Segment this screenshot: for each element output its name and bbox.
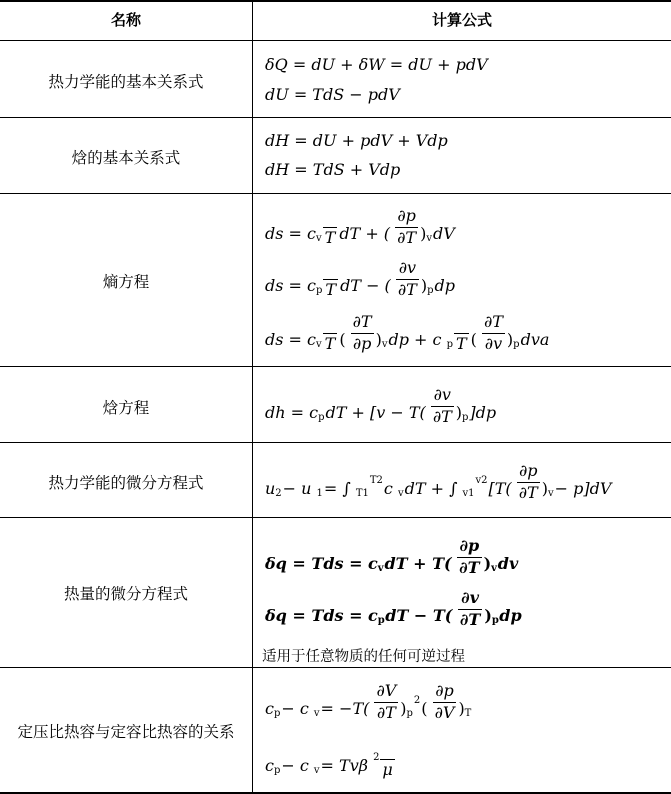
formula-text: = ∫ bbox=[323, 479, 351, 498]
formula-text: ds = c bbox=[265, 224, 316, 243]
fraction bbox=[454, 312, 469, 356]
fraction bbox=[458, 588, 482, 632]
formula-text: − c bbox=[281, 699, 309, 718]
fraction bbox=[457, 536, 481, 580]
subscript: p bbox=[273, 765, 281, 776]
formula-text: ) bbox=[400, 699, 407, 718]
formula-text: ( bbox=[470, 330, 477, 349]
row-divider bbox=[0, 193, 671, 194]
fraction-denominator: T bbox=[324, 228, 336, 247]
formula-text: δQ = dU + δW = dU + pdV bbox=[265, 55, 488, 74]
formula-text: dv bbox=[497, 554, 519, 573]
subscript: p bbox=[462, 412, 469, 423]
row-name: 热力学能的微分方程式 bbox=[48, 474, 204, 492]
formula-text: δq = Tds = c bbox=[265, 554, 378, 573]
row-name: 焓的基本关系式 bbox=[71, 149, 181, 167]
fraction-denominator: ∂T bbox=[518, 483, 538, 502]
fraction-denominator: ∂T bbox=[376, 703, 396, 722]
subscript: p bbox=[377, 615, 385, 626]
subscript: v bbox=[491, 563, 497, 574]
fraction-denominator: ∂v bbox=[484, 334, 503, 353]
formula-text: ) bbox=[541, 479, 548, 498]
subscript: v bbox=[397, 488, 404, 499]
subscript: v1 bbox=[462, 488, 475, 499]
formula-text: = −T( bbox=[320, 699, 370, 718]
fraction-numerator: ∂v bbox=[433, 385, 451, 404]
fraction-numerator: ∂p bbox=[518, 461, 538, 480]
subscript: v bbox=[381, 339, 388, 350]
fraction bbox=[482, 312, 505, 356]
fraction-denominator: ∂V bbox=[434, 703, 455, 722]
fraction bbox=[396, 258, 419, 302]
row-name: 热力学能的基本关系式 bbox=[48, 73, 204, 91]
formula-text: dh = c bbox=[265, 403, 319, 422]
formula-text: ) bbox=[455, 403, 463, 422]
row-divider bbox=[0, 366, 671, 367]
fraction bbox=[351, 312, 374, 356]
subscript: p bbox=[491, 615, 499, 626]
formula-text: c bbox=[383, 479, 393, 498]
formula-text: dT + ∫ bbox=[404, 479, 458, 498]
formula-text: dva bbox=[520, 330, 550, 349]
fraction-denominator: T bbox=[325, 280, 337, 299]
fraction-numerator: ∂p bbox=[397, 206, 416, 225]
row-name: 熵方程 bbox=[102, 273, 150, 291]
fraction bbox=[374, 681, 398, 725]
row-divider bbox=[0, 40, 671, 41]
formula-text: ) bbox=[506, 330, 514, 349]
subscript: v bbox=[377, 563, 384, 574]
row-divider bbox=[0, 442, 671, 443]
formula-text: dp + c bbox=[388, 330, 442, 349]
formula-text: dT − ( bbox=[340, 276, 391, 295]
subscript: p bbox=[406, 708, 413, 719]
subscript: 2 bbox=[275, 488, 282, 499]
fraction-numerator: ∂v bbox=[398, 258, 416, 277]
superscript: T2 bbox=[369, 475, 383, 486]
formula-text: dT + [v − T( bbox=[325, 403, 426, 422]
fraction-denominator: ∂T bbox=[397, 280, 417, 299]
applicability-note: 适用于任意物质的任何可逆过程 bbox=[262, 649, 465, 665]
formula-text: ) bbox=[375, 330, 382, 349]
formula-text: dV bbox=[432, 224, 455, 243]
header-formula: 计算公式 bbox=[431, 11, 492, 29]
fraction-numerator: ∂T bbox=[483, 312, 503, 331]
formula-text: ) bbox=[420, 276, 428, 295]
formula-text: ) bbox=[484, 606, 492, 625]
subscript: v bbox=[547, 488, 554, 499]
fraction-numerator: ∂p bbox=[435, 681, 454, 700]
fraction-denominator: ∂T bbox=[432, 407, 452, 426]
formula-text: ) bbox=[420, 224, 427, 243]
subscript: v bbox=[426, 233, 432, 244]
fraction bbox=[433, 681, 457, 725]
subscript: v bbox=[313, 708, 320, 719]
fraction-denominator: T bbox=[455, 334, 467, 353]
formula-text: ds = c bbox=[265, 330, 316, 349]
subscript: v bbox=[313, 765, 320, 776]
row-name: 焓方程 bbox=[102, 399, 150, 417]
formula-text: ]dp bbox=[469, 403, 497, 422]
formula-text: [T( bbox=[488, 479, 512, 498]
formula-text: dU = TdS − pdV bbox=[265, 85, 400, 104]
fraction bbox=[431, 385, 454, 429]
subscript: v bbox=[315, 339, 322, 350]
fraction bbox=[517, 461, 540, 505]
subscript: p bbox=[273, 708, 281, 719]
formula-text: dp bbox=[499, 606, 522, 625]
subscript: v bbox=[315, 233, 322, 244]
formula-text: u bbox=[265, 479, 276, 498]
formula-text: − u bbox=[282, 479, 312, 498]
subscript: p bbox=[318, 412, 325, 423]
column-divider bbox=[252, 0, 253, 794]
fraction-denominator: ∂T bbox=[459, 610, 481, 629]
subscript: p bbox=[446, 339, 453, 350]
formula-text: ( bbox=[339, 330, 346, 349]
superscript: 2 bbox=[373, 752, 380, 763]
formula-text: − c bbox=[281, 756, 309, 775]
formula-text: c bbox=[265, 699, 274, 718]
formula-text: dT − T( bbox=[385, 606, 453, 625]
fraction-denominator: T bbox=[324, 334, 336, 353]
row-name: 定压比热容与定容比热容的关系 bbox=[17, 723, 235, 741]
formula-text: dH = dU + pdV + Vdp bbox=[265, 131, 448, 150]
formula-text: c bbox=[265, 756, 274, 775]
formula-text: = Tvβ bbox=[320, 756, 368, 775]
fraction-denominator: ∂T bbox=[397, 228, 417, 247]
fraction bbox=[323, 312, 338, 356]
fraction-numerator: ∂p bbox=[459, 536, 480, 555]
row-divider bbox=[0, 667, 671, 668]
superscript: 2 bbox=[413, 695, 421, 706]
formula-text: ( bbox=[421, 699, 428, 718]
formula-text: ) bbox=[458, 699, 465, 718]
subscript: p bbox=[513, 339, 520, 350]
fraction-denominator: μ bbox=[382, 760, 393, 779]
subscript: T1 bbox=[355, 488, 369, 499]
formula-text: dT + T( bbox=[384, 554, 452, 573]
subscript: 1 bbox=[316, 488, 323, 499]
row-divider bbox=[0, 117, 671, 118]
fraction-denominator: ∂p bbox=[352, 334, 372, 353]
formula-text: ) bbox=[483, 554, 492, 573]
fraction bbox=[380, 738, 394, 782]
formula-text: dp bbox=[434, 276, 455, 295]
row-divider bbox=[0, 517, 671, 518]
formula-text: dT + ( bbox=[339, 224, 391, 243]
fraction-denominator: ∂T bbox=[459, 558, 480, 577]
formula-text: δq = Tds = c bbox=[265, 606, 378, 625]
subscript: p bbox=[427, 285, 434, 296]
subscript: T bbox=[464, 708, 472, 719]
fraction-numerator: ∂T bbox=[352, 312, 372, 331]
fraction-numerator: ∂V bbox=[376, 681, 397, 700]
formula-text: − p]dV bbox=[554, 479, 612, 498]
header-name: 名称 bbox=[110, 11, 141, 29]
row-name: 热量的微分方程式 bbox=[63, 585, 188, 603]
superscript: v2 bbox=[475, 475, 488, 486]
fraction bbox=[323, 206, 338, 250]
formula-text: ds = c bbox=[265, 276, 316, 295]
fraction bbox=[323, 258, 338, 302]
subscript: p bbox=[315, 285, 323, 296]
fraction-numerator: ∂v bbox=[461, 588, 480, 607]
fraction bbox=[395, 206, 418, 250]
formula-text: dH = TdS + Vdp bbox=[265, 160, 401, 179]
